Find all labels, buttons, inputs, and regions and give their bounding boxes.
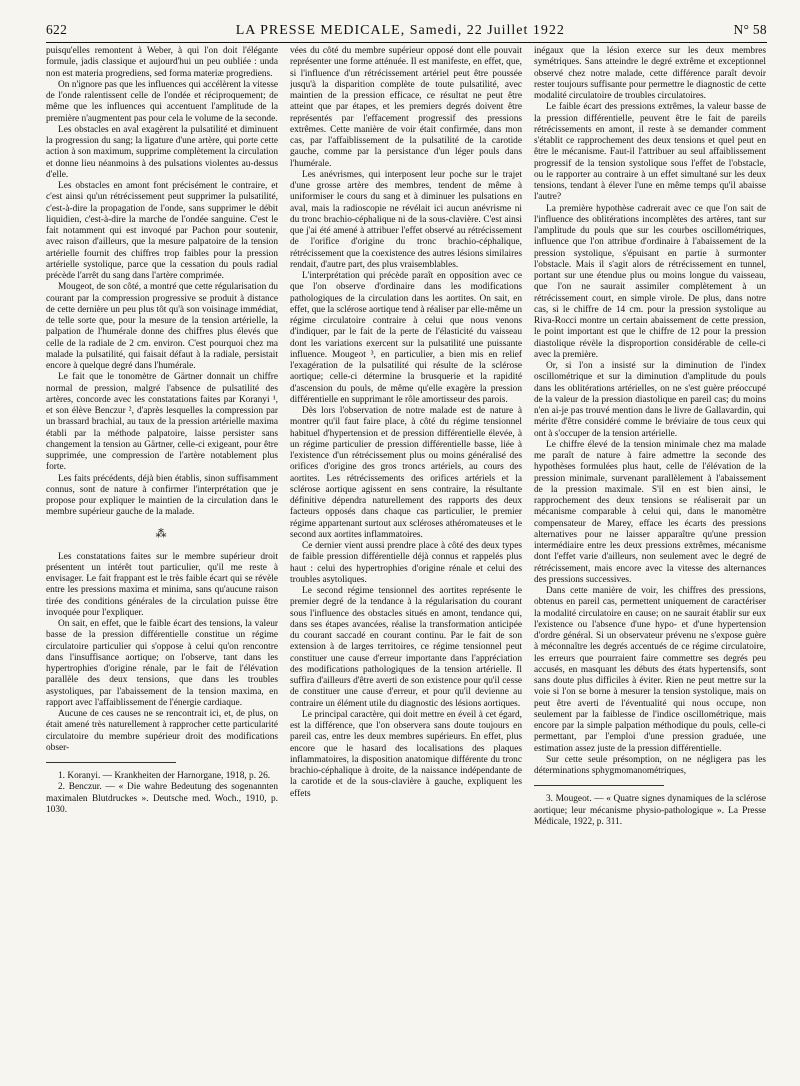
paragraph: Le fait que le tonomètre de Gärtner donnait un chiffre normal de pression, malgré l'absence de pulsatilité des artères, concorde avec les constatations faites par Koranyi ¹, et son élève Benczur ², d'après lesquelles la compression par un brassard brachial, au taux de la pression artérielle maxima établi par la méthode palpatoire, laisse persister sans changement la tension au Gärtner, celle-ci exigeant, pour être supprimée, une compression de l'artère notablement plus forte.: [46, 372, 278, 473]
page-number: 622: [46, 22, 68, 37]
paragraph: On sait, en effet, que le faible écart des tensions, la valeur basse de la pression différentielle constitue un régime circulatoire particulier qui s'oppose à celui qu'on rencontre dans l'insuffisance aortique; on l'observe, tant dans les hypertrophies d'origine rénale, par le fait de l'élévation parallèle des deux tensions, que dans les troubles asystoliques, par l'abaissement de la tension maxima, en rapport avec l'affaiblissement de l'énergie cardiaque.: [46, 619, 278, 708]
paragraph: Le chiffre élevé de la tension minimale chez ma malade me paraît de nature à faire admettre la seconde des hypothèses formulées plus haut, celle de l'élévation de la pression minimale, survenant parallèlement à l'abaissement de la pression maximale. S'il en est bien ainsi, le rapprochement des deux tensions se réaliserait par un mécanisme comparable à celui qui, dans le manomètre compensateur de Marey, efface les écarts des pressions alternatives pour ne laisser apparaître qu'une pression intermédiaire entre les deux pressions extrêmes, mécanisme dont l'effet varie d'ailleurs, non seulement avec le degré de rétrécissement, mais encore avec la vitesse des alternances des pressions successives.: [534, 439, 766, 585]
paragraph: inégaux que la lésion exerce sur les deux membres symétriques. Sans atteindre le degré extrême et exceptionnel observé chez notre malade, cette différence paraît devoir rester toujours suffisante pour permettre le diagnostic de cette modalité circulatoire de troubles circulatoires.: [534, 46, 766, 101]
column-1: [46, 46, 278, 1086]
footnote: 2. Benczur. — « Die wahre Bedeutung des sogenannten maximalen Blutdruckes ». Deutsche med. Woch., 1910, p. 1030.: [46, 782, 278, 815]
footnote-rule: [534, 785, 664, 790]
journal-title: LA PRESSE MEDICALE, Samedi, 22 Juillet 1922: [235, 23, 565, 38]
section-separator: ⁂: [155, 527, 169, 540]
column-2: [290, 46, 522, 1086]
paragraph: puisqu'elles remontent à Weber, à qui l'on doit l'élégante formule, jadis classique et aujourd'hui un peu oubliée : unda non est materia progrediens, sed forma materiæ progrediens.: [46, 46, 278, 79]
article-columns: [46, 46, 767, 1086]
paragraph: Aucune de ces causes ne se rencontrait ici, et, de plus, on était amené très naturellement à rapprocher cette particularité circulatoire du membre supérieur droit des modifications obser-: [46, 709, 278, 753]
paragraph: Les obstacles en aval exagèrent la pulsatilité et diminuent la progression du sang; la ligature d'une artère, qui porte cette action à son maximum, supprime complètement la circulation et donne lieu néanmoins à des pulsations violentes au-dessus d'elle.: [46, 124, 278, 180]
paragraph: Le second régime tensionnel des aortites représente le premier degré de la tendance à la régularisation du courant sous l'influence des obstacles situés en amont, tendance qui, dans ses étapes avancées, réalise la transformation anticipée du courant saccadé en courant continu. Par le fait de son extension à de larges territoires, ce régime tensionnel peut constituer une cause d'erreur importante dans l'appréciation des modifications pathologiques de la tension artérielle. Il suffira d'ailleurs d'être averti de son existence pour qu'il cesse de constituer une cause d'erreur, et pour qu'il devienne au contraire un élément utile du diagnostic des lésions aortiques.: [290, 586, 522, 709]
footnotes: [46, 771, 278, 816]
paragraph: Ce dernier vient aussi prendre place à côté des deux types de faible pression différentielle déjà connus et rappelés plus haut : celui des hypertrophies d'origine rénale et celui des troubles asytoliques.: [290, 541, 522, 585]
paragraph: Dans cette manière de voir, les chiffres des pressions, obtenus en pareil cas, permettent uniquement de caractériser la modalité circulatoire en cause; on ne saurait établir sur eux l'existence ou l'absence d'une hypo- et d'une hypertension d'ordre général. Si un observateur prévenu ne s'expose guère à méconnaître les degrés accentués de ce régime circulatoire, les erreurs que pourraient faire commettre ses degrés peu accusés, en masquant les débuts des états hypertensifs, sont sans doute plus difficiles à éviter. Rien ne peut mettre sur la voie si l'on se borne à mesurer la tension systolique, mais on peut être averti de l'éventualité qui nous occupe, non seulement par la faiblesse de l'indice oscillométrique, mais encore par la simple palpation méthodique du pouls, celle-ci permettant, par l'emploi d'une pression graduée, une estimation assez juste de la pression différentielle.: [534, 586, 766, 754]
page-header: [46, 22, 767, 43]
paragraph: Le faible écart des pressions extrêmes, la valeur basse de la pression différentielle, peuvent être le fait de pareils rétrécissements en amont, il reste à se demander comment s'établit ce rapprochement des deux tensions et quel peut en être le mécanisme. Faut-il l'attribuer au seul affaiblissement progressif de la tension systolique sous l'effet de l'obstacle, ou le rapporter au contraire à un effet simultané sur les deux tensions, tendant à élever l'une en même temps qu'il abaisse l'autre?: [534, 102, 766, 203]
paragraph: Les obstacles en amont font précisément le contraire, et c'est ainsi qu'un rétrécissement peut supprimer la pulsatilité, c'est-à-dire la propagation de l'onde, sans supprimer le débit liquidien, c'est-à-dire la marche de l'ondée sanguine. C'est le fait notamment qui est invoqué par Pachon pour soutenir, avec raison d'ailleurs, que la mesure palpatoire de la tension artérielle fournit des chiffres trop faibles pour la pression artérielle systolique, parce que la cessation du pouls radial précède l'arrêt du sang dans l'artère comprimée.: [46, 181, 278, 281]
footnote: 1. Koranyi. — Krankheiten der Harnorgane, 1918, p. 26.: [58, 771, 271, 781]
paragraph: Dès lors l'observation de notre malade est de nature à montrer qu'il faut faire place, à côté du régime tensionnel habituel d'hypertension et de pression différentielle élevée, à un régime particulier de pression différentielle basse, liée à l'existence d'un rétrécissement plus ou moins généralisé des orifices d'origine des gros troncs artériels, au cours des aortites. Les rétrécissements des orifices artériels et la sclérose aortique agissent en sens contraire, la résultante définitive dépendra naturellement des rapports des deux facteurs opposés dans chaque cas particulier, le premier régime appartenant surtout aux scléroses athéromateuses et le second aux aortites inflammatoires.: [290, 406, 522, 540]
paragraph: L'interprétation qui précède paraît en opposition avec ce que l'on observe d'ordinaire dans les modifications pathologiques de la circulation dans les aortites. On sait, en effet, que la sclérose aortique tend à réaliser par elle-même un régime circulatoire contraire à celui que nous venons d'indiquer, par le fait de la perte de l'élasticité du vaisseau dont les variations exercent sur la pulsatilité une puissante influence. Mougeot ³, en particulier, a bien mis en relief l'exagération de la pulsatilité qui résulte de la sclérose aortique; celle-ci détermine la brusquerie et la rapidité d'ascension du pouls, de même qu'elle exagère la pression différentielle en supprimant le rôle amortisseur des parois.: [290, 271, 522, 405]
paragraph: On n'ignore pas que les influences qui accélèrent la vitesse de l'onde ralentissent celle de l'ondée et réciproquement; de même que les influences qui accentuent l'amplitude de la première n'augmentent pas pour cela le volume de la seconde.: [46, 79, 278, 124]
footnotes: [534, 794, 766, 828]
paragraph: Les anévrismes, qui interposent leur poche sur le trajet d'une grosse artère des membres, tendent de même à uniformiser le cours du sang et à diminuer les pulsations en aval, mais la radioscopie ne révélait ici aucun anévrisme ni du tronc brachio-céphalique ni de la sous-clavière. C'est ainsi que j'ai été amené à attribuer l'effet observé au rétrécissement de l'orifice d'origine du tronc brachio-céphalique, rétrécissement que la coexistence des autres lésions similaires rendait, d'autre part, des plus vraisemblables.: [290, 169, 522, 270]
footnote: 3. Mougeot. — « Quatre signes dynamiques de la sclérose aortique; leur mécanisme physio-pathologique ». La Presse Médicale, 1922, p. 311.: [534, 794, 766, 827]
paragraph: Les faits précédents, déjà bien établis, sinon suffisamment connus, sont de nature à confirmer l'interprétation que je propose pour expliquer le maintien de la circulation dans le membre supérieur gauche de la malade.: [46, 473, 278, 518]
paragraph: Or, si l'on a insisté sur la diminution de l'index oscillométrique et sur la diminution d'amplitude du pouls dans les oblitérations artérielles, on ne s'est guère préoccupé de la valeur de la pression diastolique en pareil cas; du moins n'en ai-je pas trouvé mention dans le livre de Gallavardin, qui mérite d'être considéré comme le bréviaire de tous ceux qui ont à s'occuper de la tension artérielle.: [534, 361, 766, 439]
column-3: [534, 46, 766, 1086]
paragraph: Sur cette seule présomption, on ne négligera pas les déterminations sphygmomanométriques,: [534, 754, 766, 776]
paragraph: La première hypothèse cadrerait avec ce que l'on sait de l'influence des oblitérations incomplètes des artères, tant sur l'amplitude du pouls que sur les courbes oscillométriques, influence que l'on attribue d'ordinaire à l'abaissement de la pression systolique, s'épuisant en partie à surmonter l'obstacle. Mais il s'agit alors de rétrécissement en tunnel, portant sur une étendue plus ou moins longue du vaisseau, que l'on ne saurait assimiler complètement à un rétrécissement court, en simple virole. De plus, dans notre cas, si le chiffre de 14 cm. pour la pression systolique au Riva-Rocci montre un certain abaissement de cette pression, le point important est que le chiffre de 12 pour la pression diastolique révèle la disproportion considérable de celle-ci avec la première.: [534, 203, 766, 360]
paragraph: Le principal caractère, qui doit mettre en éveil à cet égard, est la différence, que l'on observera sans doute toujours en pareil cas, entre les deux membres supérieurs. En effet, plus encore que le hasard des localisations des plaques inflammatoires, la disposition anatomique différente du tronc brachio-céphalique à droite, de la naissance indépendante de la carotide et de la sous-clavière à gauche, expliquent les effets: [290, 709, 522, 799]
paragraph: Mougeot, de son côté, a montré que cette régularisation du courant par la compression progressive se produit à distance de cette dernière un peu plus tôt qu'à son voisinage immédiat, de telle sorte que, pour la mesure de la tension artérielle, la palpation de l'humérale donne des chiffres plus élevés que celle de la radiale de 2 cm. environ. C'est pourquoi chez ma malade la pulsatilité, qui faisait défaut à la radiale, persistait encore à quelque degré dans l'humérale.: [46, 282, 278, 371]
paragraph: vées du côté du membre supérieur opposé dont elle pouvait représenter une forme atténuée. Il est manifeste, en effet, que, si l'influence d'un rétrécissement artériel peut être poussée jusqu'à la disparition complète de toute pulsatilité, avec maintien de la pression efficace, ce résultat ne peut être atteint que par étapes, et les premiers degrés doivent être représentés par l'effacement progressif des pressions extrêmes. Cette manière de voir était confirmée, dans mon cas, par l'affaiblissement de la pulsatilité de la carotide gauche, comme par la persistance d'un léger pouls dans l'humérale.: [290, 46, 522, 169]
footnote-rule: [46, 762, 176, 767]
paragraph: Les constatations faites sur le membre supérieur droit présentent un intérêt tout particulier, qu'il me reste à envisager. Le fait frappant est le très faible écart qui se révèle entre les pressions maxima et minima, sans qu'aucune raison tirée des conditions générales de la circulation puisse être invoquée pour l'expliquer.: [46, 551, 278, 618]
issue-number: N° 58: [733, 22, 767, 37]
